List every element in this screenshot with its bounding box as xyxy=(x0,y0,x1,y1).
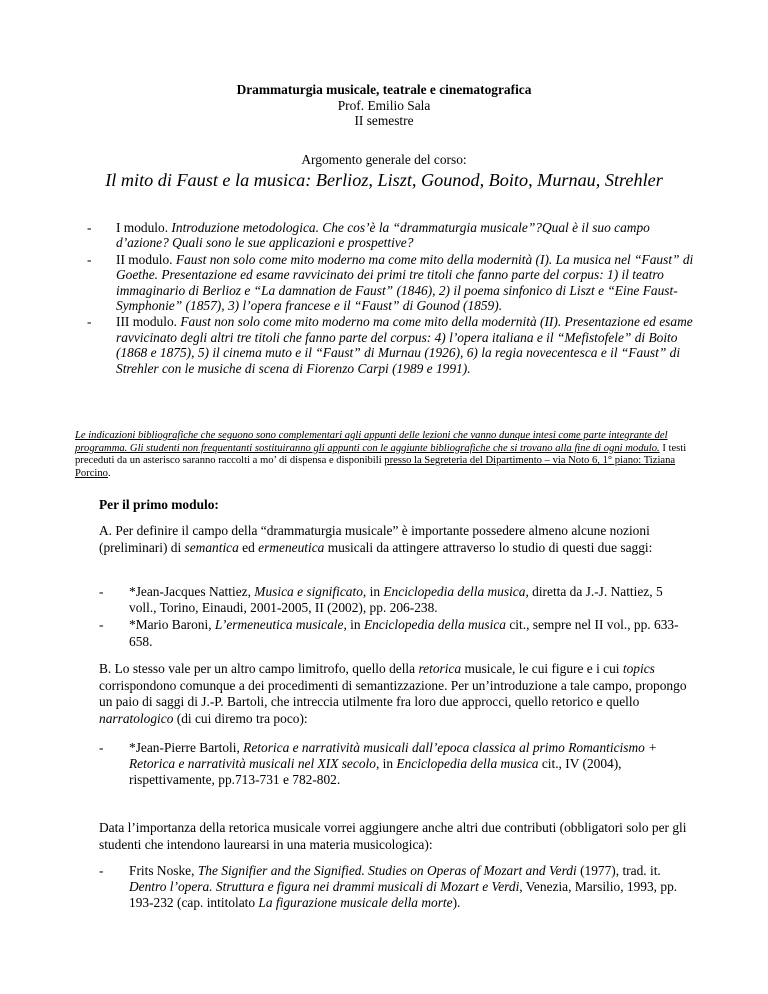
bibliography-c xyxy=(99,863,689,912)
paragraph-b xyxy=(99,661,699,727)
para-italic: narratologico xyxy=(99,710,174,726)
professor-name: Prof. Emilio Sala xyxy=(337,97,431,113)
bib-sep: , in xyxy=(362,584,384,599)
note-text: I testi preceduti da un asterisco saranno raccolti a mo’ di dispensa e disponibili xyxy=(75,442,687,467)
bib-close: ). xyxy=(452,895,461,911)
module-text xyxy=(116,220,697,251)
para-text: B. Lo stesso vale per un altro campo limitrofo, quello della xyxy=(99,661,419,676)
bib-author: *Jean-Jacques Nattiez, xyxy=(129,584,255,599)
list-dash: - xyxy=(87,251,92,267)
note-office: presso la Segreteria del Dipartimento – via Noto 6, 1° piano: Tiziana Porcino xyxy=(75,455,676,479)
module-description: Faust non solo come mito moderno ma come mito della modernità (II). Presentazione ed esame ravvicinato degli altri tre titoli che fanno parte del corpus: 4) l’opera italiana e il “Mefistofele” di Boito (1868 e 1875), 5) il cinema muto e il “Faust” di Murnau (1926), 6) la regia novecentesca e il “Faust” di Strehler con le musiche di scena di Fiorenzo Carpi (1989 e 1991). xyxy=(116,314,693,376)
section-title: Per il primo modulo: xyxy=(99,497,219,512)
para-text: (di cui diremo tra poco): xyxy=(173,710,308,726)
bib-author: *Jean-Pierre Bartoli, xyxy=(129,740,244,755)
bib-item xyxy=(99,617,689,649)
list-dash: - xyxy=(99,740,104,755)
module-description: Introduzione metodologica. Che cos’è la “drammaturgia musicale”?Qual è il suo campo d’azione? Quali sono le sue applicazioni e prospettive? xyxy=(116,220,650,251)
list-dash: - xyxy=(99,617,104,633)
bib-text xyxy=(129,584,689,616)
module-item xyxy=(87,252,697,314)
para-text: corrispondono comunque a dei procedimenti di semantizzazione. Per un’introduzione a tale campo, propongo un paio di saggi di J.-P. Bartoli, che intreccia utilmente fra loro due approcci, quello retorico e quello xyxy=(99,677,687,709)
module-description: Faust non solo come mito moderno ma come mito della modernità (I). La musica nel “Faust” di Goethe. Presentazione ed esame ravvicinato dei primi tre titoli che fanno parte del corpus: 1) il teatro immaginario di Berlioz e “La damnation de Faust” (1846), 2) il poema sinfonico di Liszt e “Eine Faust-Symphonie” (1857), 3) l’opera francese e il “Faust” di Gounod (1859). xyxy=(116,251,694,314)
bibliography-note xyxy=(75,430,697,480)
course-title: Il mito di Faust e la musica: Berlioz, Liszt, Gounod, Boito, Murnau, Strehler xyxy=(105,170,663,190)
bib-title: The Signifier and the Signified. Studies on Operas of Mozart and Verdi xyxy=(197,863,577,878)
note-underlined: Le indicazioni bibliografiche che seguono sono complementari agli appunti delle lezioni che vanno dunque intesi come parte integrante del programma. Gli studenti non frequentanti sostituiranno gli appunti con le aggiunte bibliografiche che si trovano alla fine di ogni modulo. xyxy=(75,430,668,454)
para-text: ed xyxy=(238,539,259,555)
module-text xyxy=(116,314,697,376)
para-italic: ermeneutica xyxy=(258,539,325,555)
paragraph-a xyxy=(99,523,699,556)
module-lead: III modulo. xyxy=(116,314,181,330)
semester: II semestre xyxy=(354,113,414,128)
para-text: A. Per definire il campo della “drammaturgia musicale” è importante possedere almeno alcune nozioni (preliminari) di xyxy=(99,523,650,555)
bib-translation-title: Dentro l’opera. Struttura e figura nei drammi musicali di Mozart e Verdi xyxy=(129,879,520,895)
bib-sep: (1977), trad. it. xyxy=(576,863,661,878)
bib-details: cit., IV (2004), rispettivamente, pp.713-731 e 782-802. xyxy=(129,756,622,788)
bib-author: Frits Noske, xyxy=(129,863,198,878)
bib-title: Musica e significato xyxy=(254,584,363,599)
bib-item xyxy=(99,863,689,912)
subject-label: Argomento generale del corso: xyxy=(301,152,467,167)
bib-details: cit., sempre nel II vol., pp. 633-658. xyxy=(129,617,679,649)
para-italic: retorica xyxy=(418,661,462,676)
bib-sep: , in xyxy=(375,756,397,772)
list-dash: - xyxy=(99,584,104,599)
modules-list xyxy=(87,220,697,376)
module-lead: II modulo. xyxy=(116,251,176,267)
bib-source: Enciclopedia della musica xyxy=(383,584,526,599)
bib-details: , diretta da J.-J. Nattiez, 5 voll., Torino, Einaudi, 2001-2005, II (2002), pp. 206-238. xyxy=(129,584,663,616)
bib-source: Enciclopedia della musica xyxy=(396,756,539,772)
note-final: . xyxy=(107,467,111,479)
para-text: musicale, le cui figure e i cui xyxy=(461,661,623,676)
course-name: Drammaturgia musicale, teatrale e cinematografica xyxy=(236,82,532,97)
bibliography-a xyxy=(99,584,689,650)
document-header xyxy=(0,82,768,129)
module-item xyxy=(87,314,697,376)
bib-item xyxy=(99,740,689,789)
para-text: musicali da attingere attraverso lo studio di questi due saggi: xyxy=(324,539,653,555)
list-dash: - xyxy=(99,863,104,878)
bib-title: L’ermeneutica musicale xyxy=(214,617,344,633)
list-dash: - xyxy=(87,314,92,330)
module-lead: I modulo. xyxy=(116,220,172,235)
bib-source: Enciclopedia della musica xyxy=(363,617,506,633)
bibliography-b xyxy=(99,740,689,789)
bib-details: , Venezia, Marsilio, 1993, pp. 193-232 (cap. intitolato xyxy=(129,879,678,911)
bib-title: Retorica e narratività musicali dall’epoca classica al primo Romanticismo + Retorica e narratività musicali nel XIX secolo xyxy=(129,740,658,772)
para-italic: topics xyxy=(622,661,655,676)
bib-sep: , in xyxy=(343,617,364,633)
module-item xyxy=(87,220,697,251)
para-italic: semantica xyxy=(184,539,239,555)
bib-text xyxy=(129,740,689,789)
list-dash: - xyxy=(87,220,92,235)
bib-item xyxy=(99,584,689,616)
paragraph-c: Data l’importanza della retorica musicale vorrei aggiungere anche altri due contributi (obbligatori solo per gli studenti che intendono laurearsi in una materia musicologica): xyxy=(99,820,687,852)
bib-text xyxy=(129,863,689,912)
bib-author: *Mario Baroni, xyxy=(129,617,215,633)
module-text xyxy=(116,252,697,314)
bib-chapter-title: La figurazione musicale della morte xyxy=(258,895,453,911)
bib-text xyxy=(129,617,689,649)
